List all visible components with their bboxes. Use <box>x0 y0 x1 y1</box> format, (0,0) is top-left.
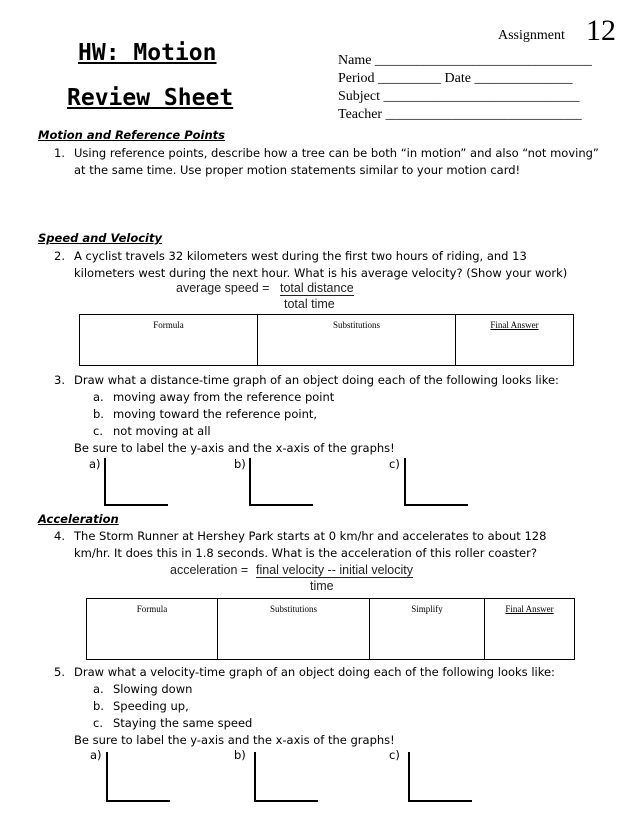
section-heading-motion: Motion and Reference Points <box>38 128 226 142</box>
subject-field[interactable]: Subject ____________________________ <box>338 89 580 104</box>
list-item: Slowing down <box>113 682 193 696</box>
question-5-text: Draw what a velocity-time graph of an object doing each of the following looks like: <box>74 665 555 679</box>
acceleration-formula-denominator: time <box>310 579 334 593</box>
acceleration-formula-numerator: final velocity -- initial velocity <box>256 563 413 577</box>
graph-label-c: c) <box>389 748 400 762</box>
graph-axes-a[interactable] <box>104 458 168 506</box>
graph-axes-c[interactable] <box>408 752 472 802</box>
title-line-2: Review Sheet <box>67 85 234 111</box>
list-item-letter: a. <box>93 682 104 696</box>
table-header-final-answer[interactable]: Final Answer <box>485 599 575 660</box>
speed-formula-denominator: total time <box>284 297 335 311</box>
question-2-line-1: A cyclist travels 32 kilometers west during the first two hours of riding, and 13 <box>74 249 527 263</box>
list-item: moving toward the reference point, <box>113 407 318 421</box>
speed-answer-table <box>79 314 574 366</box>
graph-label-b: b) <box>234 748 246 762</box>
question-1-line-1: Using reference points, describe how a tree can be both “in motion” and also “not moving” <box>74 146 599 160</box>
acceleration-formula-left: acceleration = <box>170 563 249 577</box>
graph-label-a: a) <box>89 457 101 471</box>
question-4-line-1: The Storm Runner at Hershey Park starts at 0 km/hr and accelerates to about 128 <box>74 529 547 543</box>
graph-axes-b[interactable] <box>249 458 313 506</box>
table-header-substitutions[interactable]: Substitutions <box>258 315 456 366</box>
question-5-note: Be sure to label the y-axis and the x-axis of the graphs! <box>74 733 395 747</box>
table-header-simplify[interactable]: Simplify <box>370 599 485 660</box>
question-2-line-2: kilometers west during the next hour. What is his average velocity? (Show your work) <box>74 266 568 280</box>
table-header-substitutions[interactable]: Substitutions <box>218 599 370 660</box>
list-item-letter: c. <box>93 716 103 730</box>
list-item-letter: c. <box>93 424 103 438</box>
question-3-text: Draw what a distance-time graph of an object doing each of the following looks like: <box>74 373 559 387</box>
list-item-letter: b. <box>93 407 104 421</box>
question-number: 1. <box>54 146 65 160</box>
period-date-field[interactable]: Period _________ Date ______________ <box>338 71 573 86</box>
name-field[interactable]: Name _______________________________ <box>338 53 592 68</box>
table-header-final-answer[interactable]: Final Answer <box>456 315 574 366</box>
title-line-1: HW: Motion <box>78 40 217 66</box>
question-number: 4. <box>54 529 65 543</box>
list-item: moving away from the reference point <box>113 390 335 404</box>
section-heading-acceleration: Acceleration <box>38 512 119 526</box>
list-item-letter: b. <box>93 699 104 713</box>
list-item: Staying the same speed <box>113 716 253 730</box>
table-header-formula[interactable]: Formula <box>80 315 258 366</box>
speed-formula-numerator: total distance <box>280 281 354 295</box>
section-heading-speed: Speed and Velocity <box>38 231 162 245</box>
question-4-line-2: km/hr. It does this in 1.8 seconds. What is the acceleration of this roller coaster? <box>74 546 537 560</box>
list-item-letter: a. <box>93 390 104 404</box>
question-3-note: Be sure to label the y-axis and the x-axis of the graphs! <box>74 441 395 455</box>
table-header-formula[interactable]: Formula <box>87 599 218 660</box>
graph-axes-c[interactable] <box>404 458 468 506</box>
assignment-number: 12 <box>586 14 616 47</box>
acceleration-answer-table <box>86 598 575 660</box>
speed-formula-left: average speed = <box>176 281 270 295</box>
graph-label-c: c) <box>389 457 400 471</box>
list-item: not moving at all <box>113 424 211 438</box>
graph-axes-b[interactable] <box>254 752 318 802</box>
list-item: Speeding up, <box>113 699 189 713</box>
assignment-label: Assignment <box>498 28 565 43</box>
graph-axes-a[interactable] <box>106 752 170 802</box>
question-number: 2. <box>54 249 65 263</box>
graph-label-b: b) <box>234 457 246 471</box>
teacher-field[interactable]: Teacher ____________________________ <box>338 107 582 122</box>
question-1-line-2: at the same time. Use proper motion statements similar to your motion card! <box>74 163 521 177</box>
graph-label-a: a) <box>90 748 102 762</box>
question-number: 3. <box>54 373 65 387</box>
question-number: 5. <box>54 665 65 679</box>
